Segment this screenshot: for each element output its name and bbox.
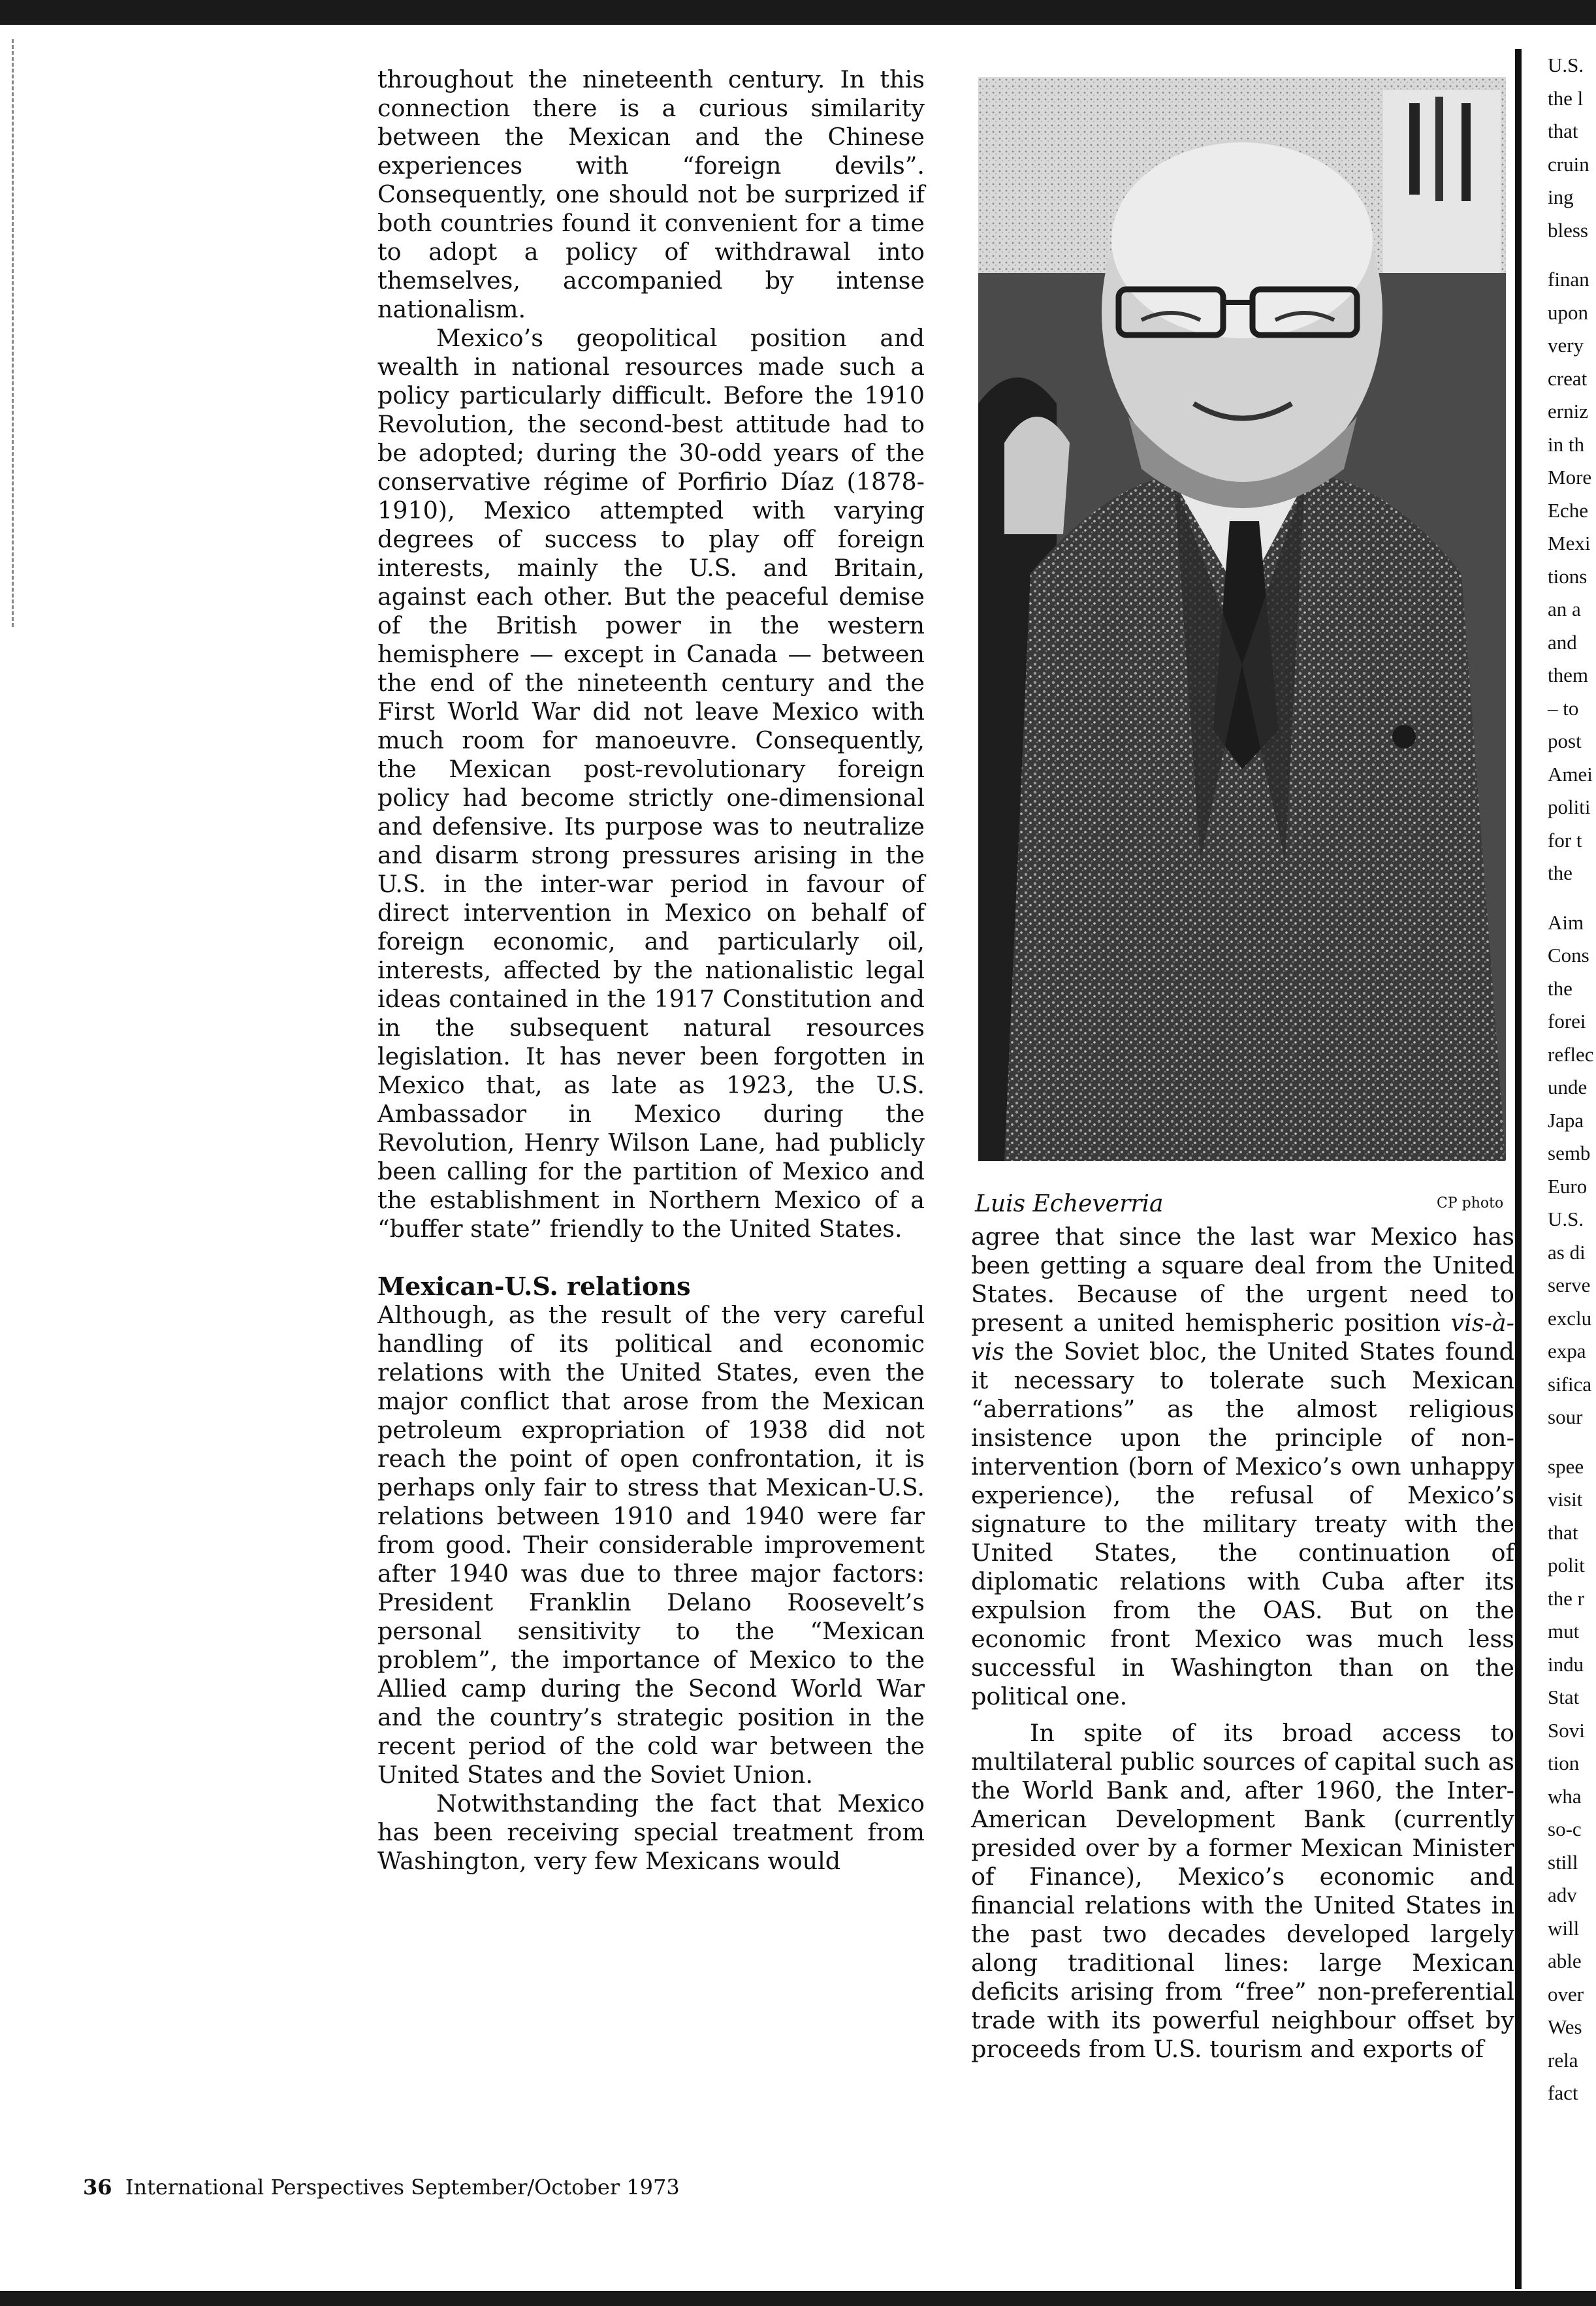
adjacent-page-fragment: very [1548, 334, 1584, 357]
portrait-illustration [978, 77, 1506, 1161]
publication-title: International Perspectives September/October 1973 [125, 2175, 680, 2200]
adjacent-page-fragment: cruin [1548, 152, 1589, 176]
adjacent-page-fragment: sifica [1548, 1372, 1592, 1396]
adjacent-page-fragment: able [1548, 1949, 1582, 1972]
adjacent-page-fragment: indu [1548, 1652, 1584, 1676]
adjacent-page-fragment: U.S. [1548, 1208, 1584, 1230]
adjacent-page-fragment: reflec [1548, 1042, 1594, 1066]
adjacent-page-fragment: tion [1548, 1752, 1580, 1774]
adjacent-page-fragment: Amei [1548, 762, 1593, 786]
column-right [971, 1223, 1514, 2064]
adjacent-page-fragment: Wes [1548, 2015, 1582, 2038]
adjacent-page-fragment: the l [1548, 86, 1584, 110]
adjacent-page-fragment: as di [1548, 1240, 1586, 1264]
adjacent-page-fragment: Sovi [1548, 1718, 1585, 1742]
section-heading: Mexican-U.S. relations [377, 1272, 691, 1301]
adjacent-page-fragment: visit [1548, 1488, 1583, 1511]
page-gutter-shadow [1515, 49, 1522, 2289]
adjacent-page-fragment: – to [1548, 696, 1579, 720]
paragraph-3: Although, as the result of the very careful handling of its political and economic relations with the United States, even the major conflict that arose from the Mexican petroleum expropriation of 1938 did not reach the point of open confrontation, it is perhaps only fair to stress that Mexican-U.S. relations between 1910 and 1940 were far from good. Their considerable improvement after 1940 was due to three major factors: President Franklin Delano Roosevelt’s personal sensitivity to the “Mexican problem”, the importance of Mexico to the Allied camp during the Second World War and the country’s strategic position in the recent period of the cold war between the United States and the Soviet Union. [377, 1301, 925, 1789]
photo-caption: Luis Echeverria [975, 1191, 1164, 1217]
scan-left-margin-mark [12, 39, 16, 627]
paragraph-2: Mexico’s geopolitical position and wealth in national resources made such a policy particularly difficult. Before the 1910 Revolution, the second-best attitude had to be adopted; during the 30-odd years of the conservative régime of Porfirio Díaz (1878-1910), Mexico attempted with varying degrees of success to play off foreign interests, mainly the U.S. and Britain, against each other. But the peaceful demise of the British power in the western hemisphere — except in Canada — between the end of the nineteenth century and the First World War did not leave Mexico with much room for manoeuvre. Consequently, the Mexican post-revolutionary foreign policy had become strictly one-dimensional and defensive. Its purpose was to neutralize and disarm strong pressures arising in the U.S. in the inter-war period in favour of direct intervention in Mexico on behalf of foreign economic, and particularly oil, interests, affected by the nationalistic legal ideas contained in the 1917 Constitution and in the subsequent natural resources legislation. It has never been forgotten in Mexico that, as late as 1923, the U.S. Ambassador in Mexico during the Revolution, Henry Wilson Lane, had publicly been calling for the partition of Mexico and the establishment in Northern Mexico of a “buffer state” friendly to the United States. [377, 324, 925, 1243]
adjacent-page-fragment: ing [1548, 185, 1574, 208]
adjacent-page-fragment: fact [1548, 2081, 1578, 2104]
adjacent-page-fragment: that [1548, 1520, 1578, 1544]
adjacent-page-fragment: them [1548, 664, 1588, 686]
adjacent-page-fragment: spee [1548, 1454, 1584, 1478]
adjacent-page-fragment: will [1548, 1916, 1580, 1940]
paragraph-1: throughout the nineteenth century. In this connection there is a curious similarity between the Mexican and the Chinese experiences with “foreign devils”. Consequently, one should not be surprized if both countries found it convenient for a time to adopt a policy of withdrawal into themselves, accompanied by intense nationalism. [377, 65, 925, 323]
adjacent-page-fragment: over [1548, 1982, 1584, 2006]
paragraph-6: In spite of its broad access to multilateral public sources of capital such as the World Bank and, after 1960, the Inter-American Development Bank (currently presided over by a former Mexican Minister of Finance), Mexico’s economic and financial relations with the United States in the past two decades developed largely along traditional lines: large Mexican deficits arising from “free” non-preferential trade with its powerful neighbour offset by proceeds from U.S. tourism and exports of [971, 1719, 1514, 2063]
adjacent-page-fragment: mut [1548, 1620, 1580, 1642]
adjacent-page-fragment: U.S. [1548, 54, 1584, 76]
adjacent-page-edge [1515, 49, 1596, 2289]
adjacent-page-fragment: tions [1548, 564, 1588, 588]
adjacent-page-fragment: Cons [1548, 944, 1589, 967]
adjacent-page-fragment: semb [1548, 1142, 1591, 1164]
paragraph-5-italic: vis-à-vis [971, 1309, 1514, 1366]
adjacent-page-fragment: creat [1548, 366, 1588, 390]
adjacent-page-fragment: still [1548, 1850, 1578, 1874]
adjacent-page-fragment: and [1548, 630, 1577, 654]
portrait-photo [978, 77, 1506, 1161]
adjacent-page-fragment: Japa [1548, 1108, 1584, 1132]
adjacent-page-fragment: for t [1548, 828, 1582, 852]
adjacent-page-fragment: that [1548, 120, 1578, 142]
adjacent-page-fragment: bless [1548, 218, 1588, 242]
adjacent-page-fragment: expa [1548, 1339, 1586, 1362]
paragraph-5 [971, 1223, 1514, 1711]
adjacent-page-fragment: polit [1548, 1554, 1585, 1577]
adjacent-page-fragment: Euro [1548, 1174, 1588, 1198]
adjacent-page-fragment: adv [1548, 1883, 1577, 1906]
adjacent-page-fragment: unde [1548, 1076, 1588, 1098]
adjacent-page-fragment: forei [1548, 1010, 1586, 1033]
adjacent-page-fragment: Mexi [1548, 532, 1591, 554]
adjacent-page-fragment: More [1548, 466, 1592, 488]
adjacent-page-fragment: Stat [1548, 1686, 1580, 1708]
adjacent-page-fragment: post [1548, 729, 1582, 752]
adjacent-page-fragment: the [1548, 976, 1572, 1000]
scan-top-border [0, 0, 1596, 25]
paragraph-4: Notwithstanding the fact that Mexico has been receiving special treatment from Washington, very few Mexicans would [377, 1789, 925, 1875]
column-left [377, 65, 925, 1876]
paragraph-5-text-a: agree that since the last war Mexico has been getting a square deal from the United States. Because of the urgent need to present a united hemispheric position [971, 1223, 1514, 1337]
adjacent-page-fragment: erniz [1548, 400, 1588, 423]
adjacent-page-fragment: upon [1548, 300, 1588, 324]
adjacent-page-fragment: exclu [1548, 1306, 1592, 1330]
photo-credit: CP photo [1437, 1195, 1504, 1211]
adjacent-page-fragment: Eche [1548, 498, 1588, 522]
adjacent-page-fragment: sour [1548, 1405, 1583, 1428]
adjacent-page-fragment: Aim [1548, 910, 1584, 934]
adjacent-page-fragment: rela [1548, 2048, 1578, 2072]
paragraph-5-text-b: the Soviet bloc, the United States found it necessary to tolerate such Mexican “aberrations” as the almost religious insistence upon the principle of non-intervention (born of Mexico’s own unhappy experience), the refusal of Mexico’s signature to the military treaty with the United States, the continuation of diplomatic relations with Cuba after its expulsion from the OAS. But on the economic front Mexico was much less successful in Washington than on the political one. [971, 1337, 1514, 1710]
page-footer [83, 2175, 680, 2200]
scan-bottom-border [0, 2291, 1596, 2306]
adjacent-page-fragment: the [1548, 861, 1572, 884]
adjacent-page-fragment: the r [1548, 1586, 1584, 1610]
adjacent-page-fragment: an a [1548, 598, 1581, 620]
adjacent-page-fragment: finan [1548, 268, 1589, 291]
adjacent-page-fragment: serve [1548, 1273, 1591, 1296]
adjacent-page-fragment: politi [1548, 795, 1591, 818]
adjacent-page-fragment: wha [1548, 1784, 1582, 1808]
page-number: 36 [83, 2175, 112, 2200]
adjacent-page-fragment: in th [1548, 432, 1584, 456]
adjacent-page-fragment: so-c [1548, 1818, 1582, 1840]
